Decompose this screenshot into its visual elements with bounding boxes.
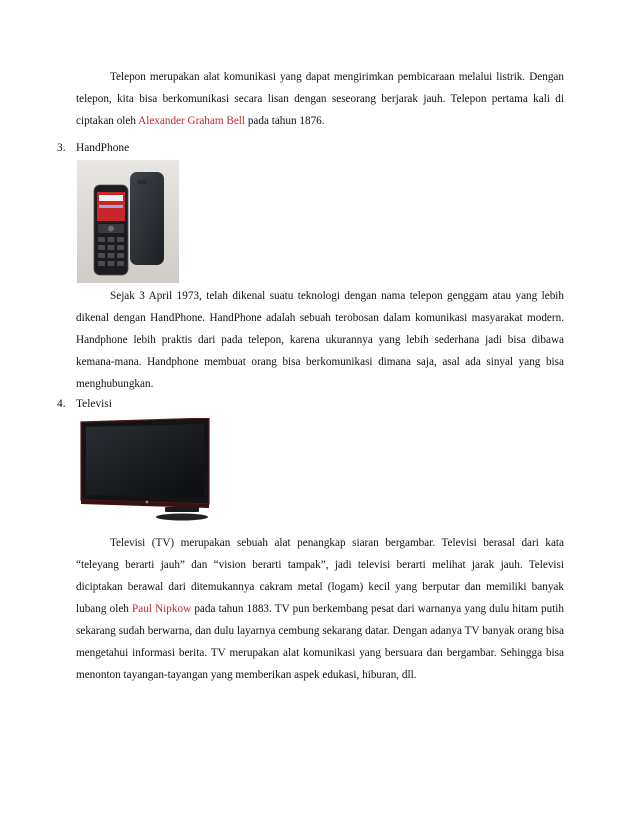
telepon-text-tail: pada tahun 1876. (245, 115, 325, 127)
section-heading-televisi (57, 397, 112, 411)
section-title: Televisi (76, 398, 112, 410)
televisi-text-tail: pada tahun 1883. TV pun berkembang pesat dari warnanya yang dulu hitam putih sekarang sudah berwarna, dan dulu layarnya cembung sekarang datar. Dengan adanya TV banyak orang bisa mengetahui informasi berita. TV merupakan alat komunikasi yang bersuara dan bergambar. Sehingga bisa menonton tayangan-tayangan yang memberikan aspek edukasi, hiburan, dll. (76, 603, 565, 681)
inventor-name-bell: Alexander Graham Bell (138, 115, 246, 127)
telepon-text-lead: Telepon merupakan alat komunikasi yang dapat mengirimkan pembicaraan melalui listrik. Dengan telepon, kita bisa berkomunikasi secara lisan dengan seseorang berjarak jauh. Telepon pertama kali di ciptakan oleh (76, 71, 564, 127)
handphone-text: Sejak 3 April 1973, telah dikenal suatu teknologi dengan nama telepon genggam atau yang lebih dikenal dengan HandPhone. HandPhone adalah sebuah terobosan dalam komunikasi masyarakat modern. Handphone lebih praktis dari pada telepon, karena ukurannya yang lebih sederhana jadi bisa dibawa kemana-mana. Handphone membuat orang bisa berkomunikasi dimana saja, asal ada sinyal yang bisa menghubungkan. (76, 290, 564, 390)
section-title: HandPhone (76, 142, 130, 154)
televisi-text-lead: Televisi (TV) merupakan sebuah alat penangkap siaran bergambar. Televisi berasal dari kata “teleyang berarti jauh” dan “vision berarti tampak”, jadi televisi berarti melihat jarak jauh. Televisi diciptakan berawal dari ditemukannya cakram metal (logam) kecil yang berputar dan memiliki banyak lubang oleh (76, 537, 564, 615)
inventor-name-nipkow: Paul Nipkow (132, 603, 192, 615)
handphone-paragraph (76, 285, 564, 395)
section-heading-handphone (57, 141, 129, 155)
section-number: 4. (57, 398, 66, 410)
telepon-paragraph (76, 66, 564, 132)
televisi-paragraph (76, 532, 564, 686)
section-number: 3. (57, 142, 66, 154)
television-photo (77, 418, 213, 522)
mobile-phone-photo (77, 160, 179, 283)
